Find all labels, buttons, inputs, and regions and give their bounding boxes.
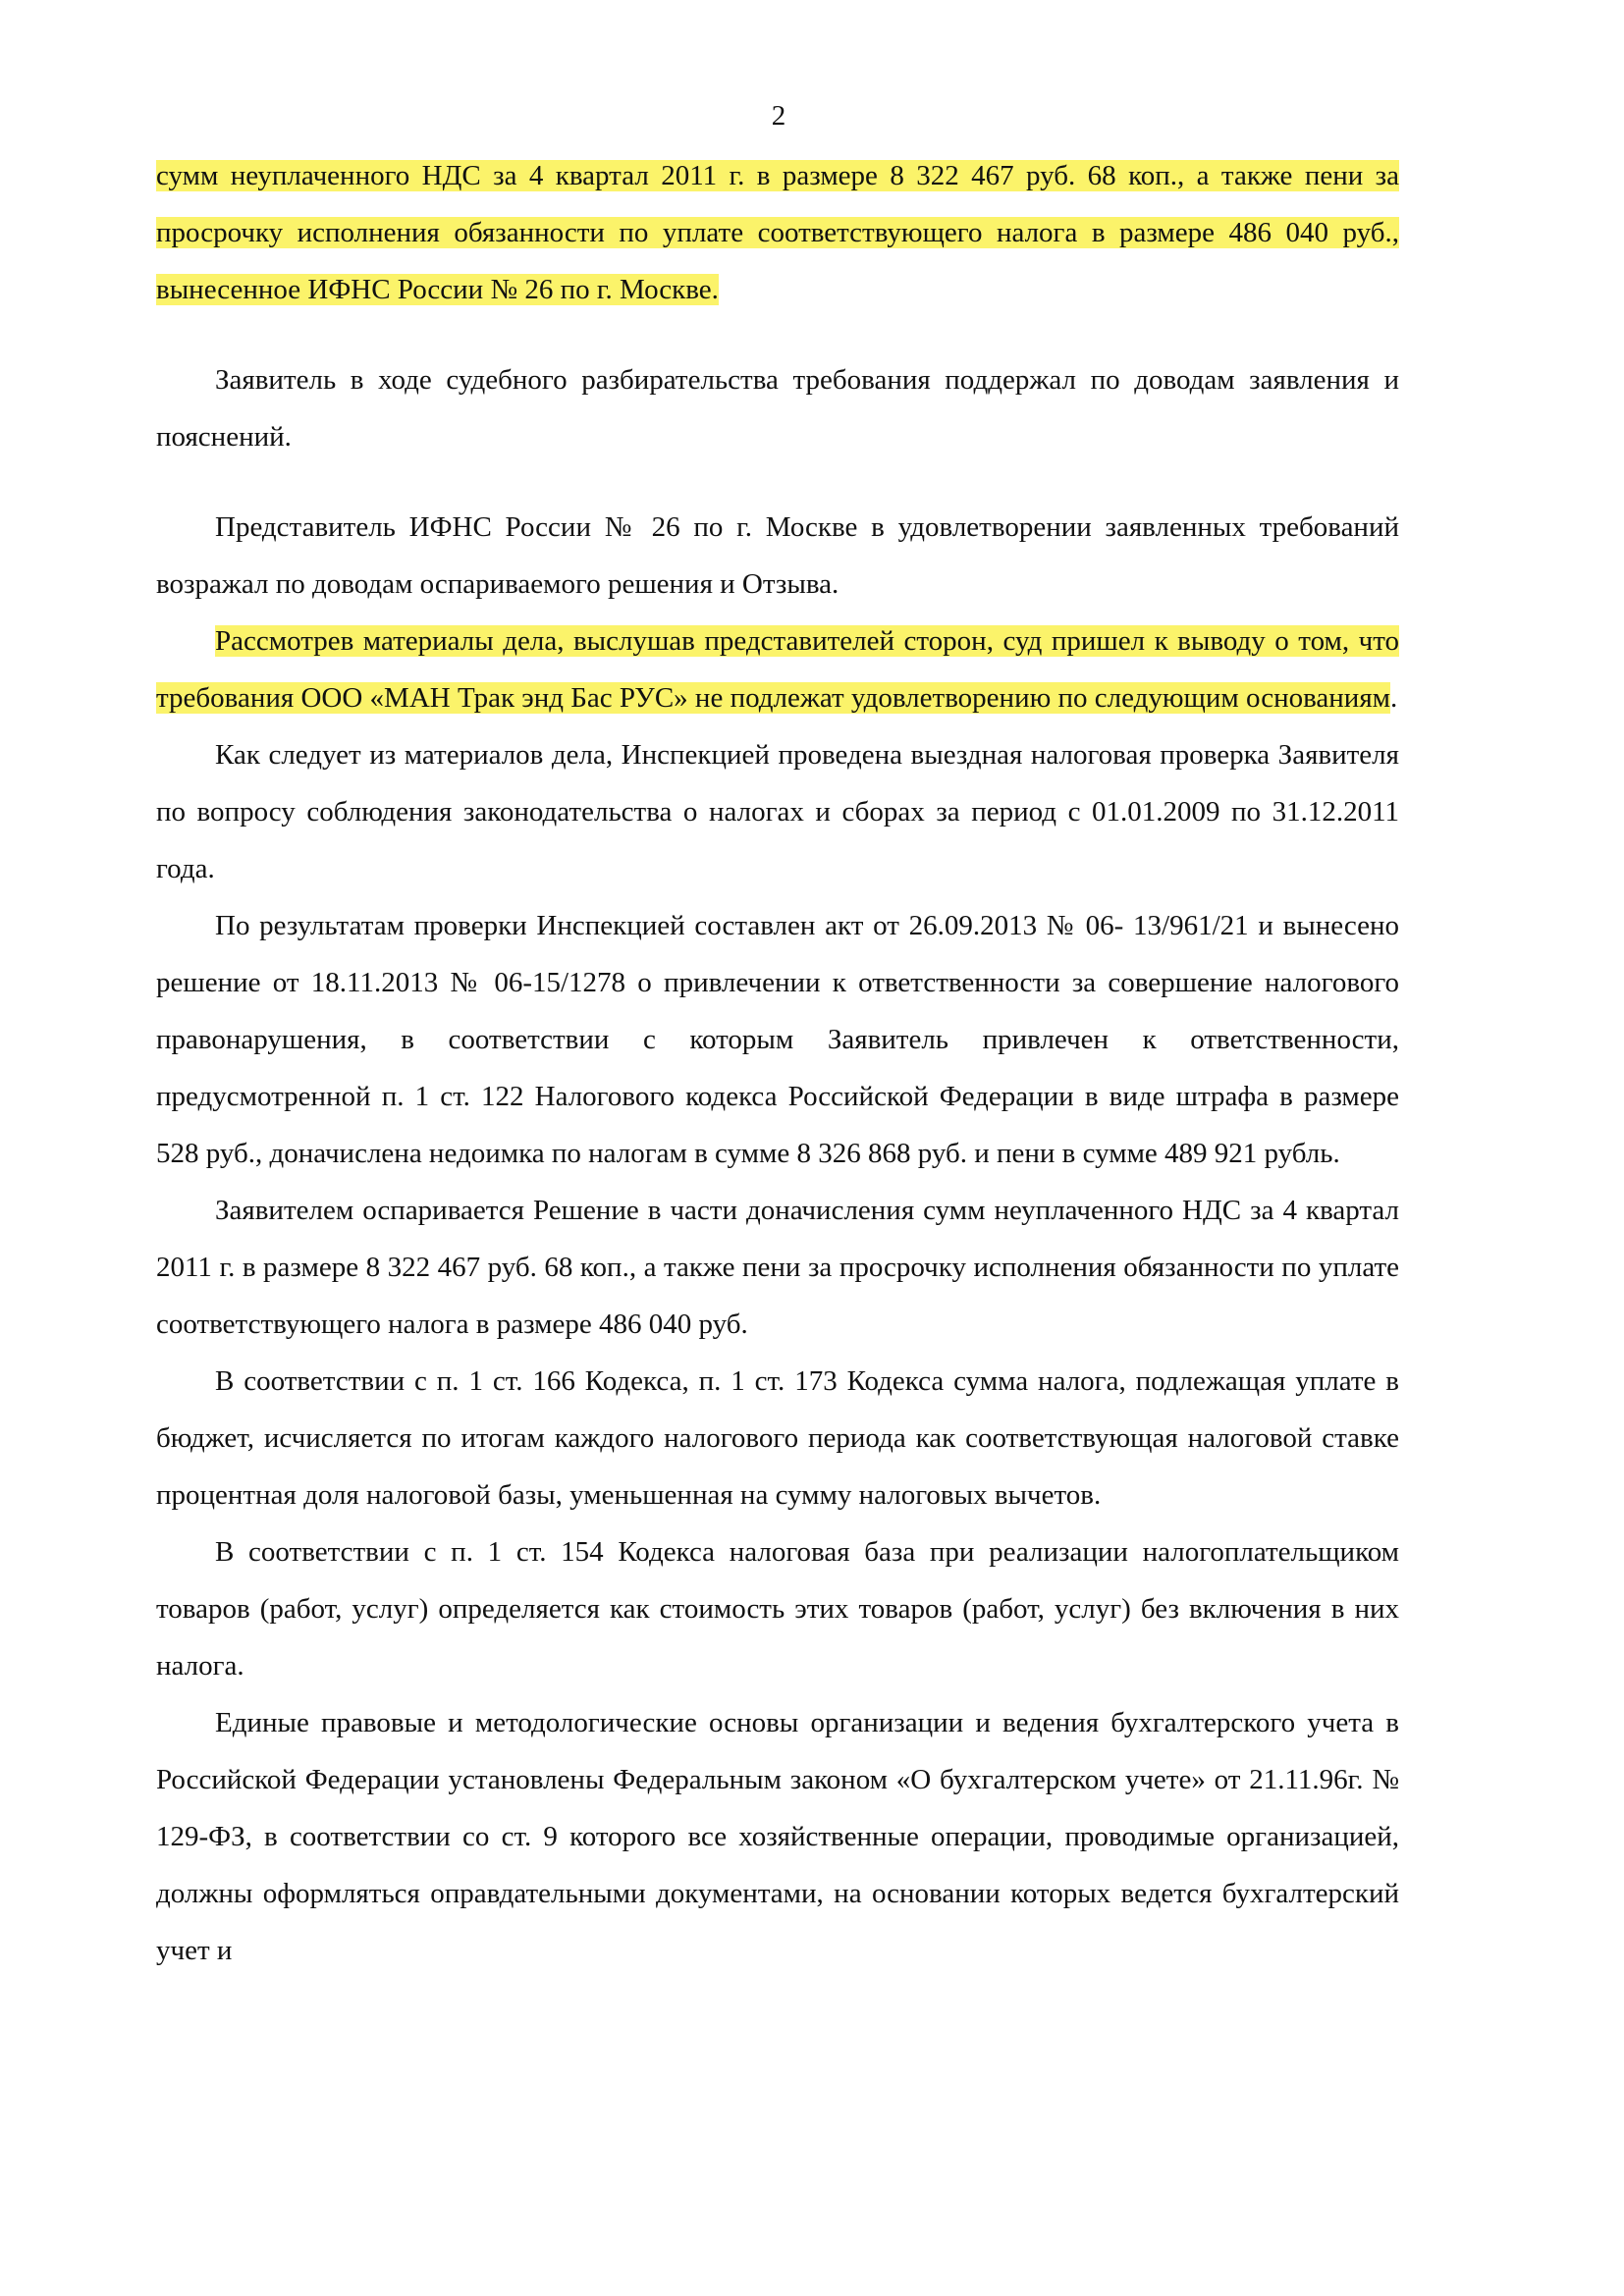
page-number: 2 (771, 100, 786, 132)
paragraph-court-conclusion (156, 613, 1399, 726)
paragraph-accounting-law: Единые правовые и методологические основы организации и ведения бухгалтерского учета в Российской Федерации установлены Федеральным законом «О бухгалтерском учете» от 21.11.96г. № 129-ФЗ, в соответствии со ст. 9 которого все хозяйственные операции, проводимые организацией, должны оформляться оправдательными документами, на основании которых ведется бухгалтерский учет и (156, 1707, 1399, 1966)
paragraph-audit-results: По результатам проверки Инспекцией составлен акт от 26.09.2013 № 06- 13/961/21 и вынесено решение от 18.11.2013 № 06-15/1278 о привлечении к ответственности за совершение налогового правонарушения, в соответствии с которым Заявитель привлечен к ответственности, предусмотренной п. 1 ст. 122 Налогового кодекса Российской Федерации в виде штрафа в размере 528 руб., доначислена недоимка по налогам в сумме 8 326 868 руб. и пени в сумме 489 921 рубль. (156, 910, 1399, 1169)
paragraph-tax-audit: Как следует из материалов дела, Инспекцией проведена выездная налоговая проверка Заявителя по вопросу соблюдения законодательства о налогах и сборах за период с 01.01.2009 по 31.12.2011 года. (156, 739, 1399, 884)
highlighted-text: Рассмотрев материалы дела, выслушав представителей сторон, суд пришел к выводу о том, что требования ООО «МАН Трак энд Бас РУС» не подлежат удовлетворению по следующим основаниям (156, 625, 1399, 714)
paragraph-applicant-position: Заявитель в ходе судебного разбирательства требования поддержал по доводам заявления и пояснений. (156, 364, 1399, 453)
highlighted-text: сумм неуплаченного НДС за 4 квартал 2011 г. в размере 8 322 467 руб. 68 коп., а также пени за просрочку исполнения обязанности по уплате соответствующего налога в размере 486 040 руб., вынесенное ИФНС России № 26 по г. Москве. (156, 160, 1399, 305)
paragraph-disputed-amounts (156, 147, 1399, 318)
paragraph-tail: . (1390, 682, 1398, 714)
paragraph-tax-calculation: В соответствии с п. 1 ст. 166 Кодекса, п. 1 ст. 173 Кодекса сумма налога, подлежащая уплате в бюджет, исчисляется по итогам каждого налогового периода как соответствующая налоговой ставке процентная доля налоговой базы, уменьшенная на сумму налоговых вычетов. (156, 1365, 1399, 1511)
paragraph-tax-office-position: Представитель ИФНС России № 26 по г. Москве в удовлетворении заявленных требований возражал по доводам оспариваемого решения и Отзыва. (156, 511, 1399, 600)
paragraph-disputed-decision: Заявителем оспаривается Решение в части доначисления сумм неуплаченного НДС за 4 квартал 2011 г. в размере 8 322 467 руб. 68 коп., а также пени за просрочку исполнения обязанности по уплате соответствующего налога в размере 486 040 руб. (156, 1195, 1399, 1340)
document-body (156, 147, 1399, 1979)
paragraph-tax-base: В соответствии с п. 1 ст. 154 Кодекса налоговая база при реализации налогоплательщиком товаров (работ, услуг) определяется как стоимость этих товаров (работ, услуг) без включения в них налога. (156, 1536, 1399, 1682)
